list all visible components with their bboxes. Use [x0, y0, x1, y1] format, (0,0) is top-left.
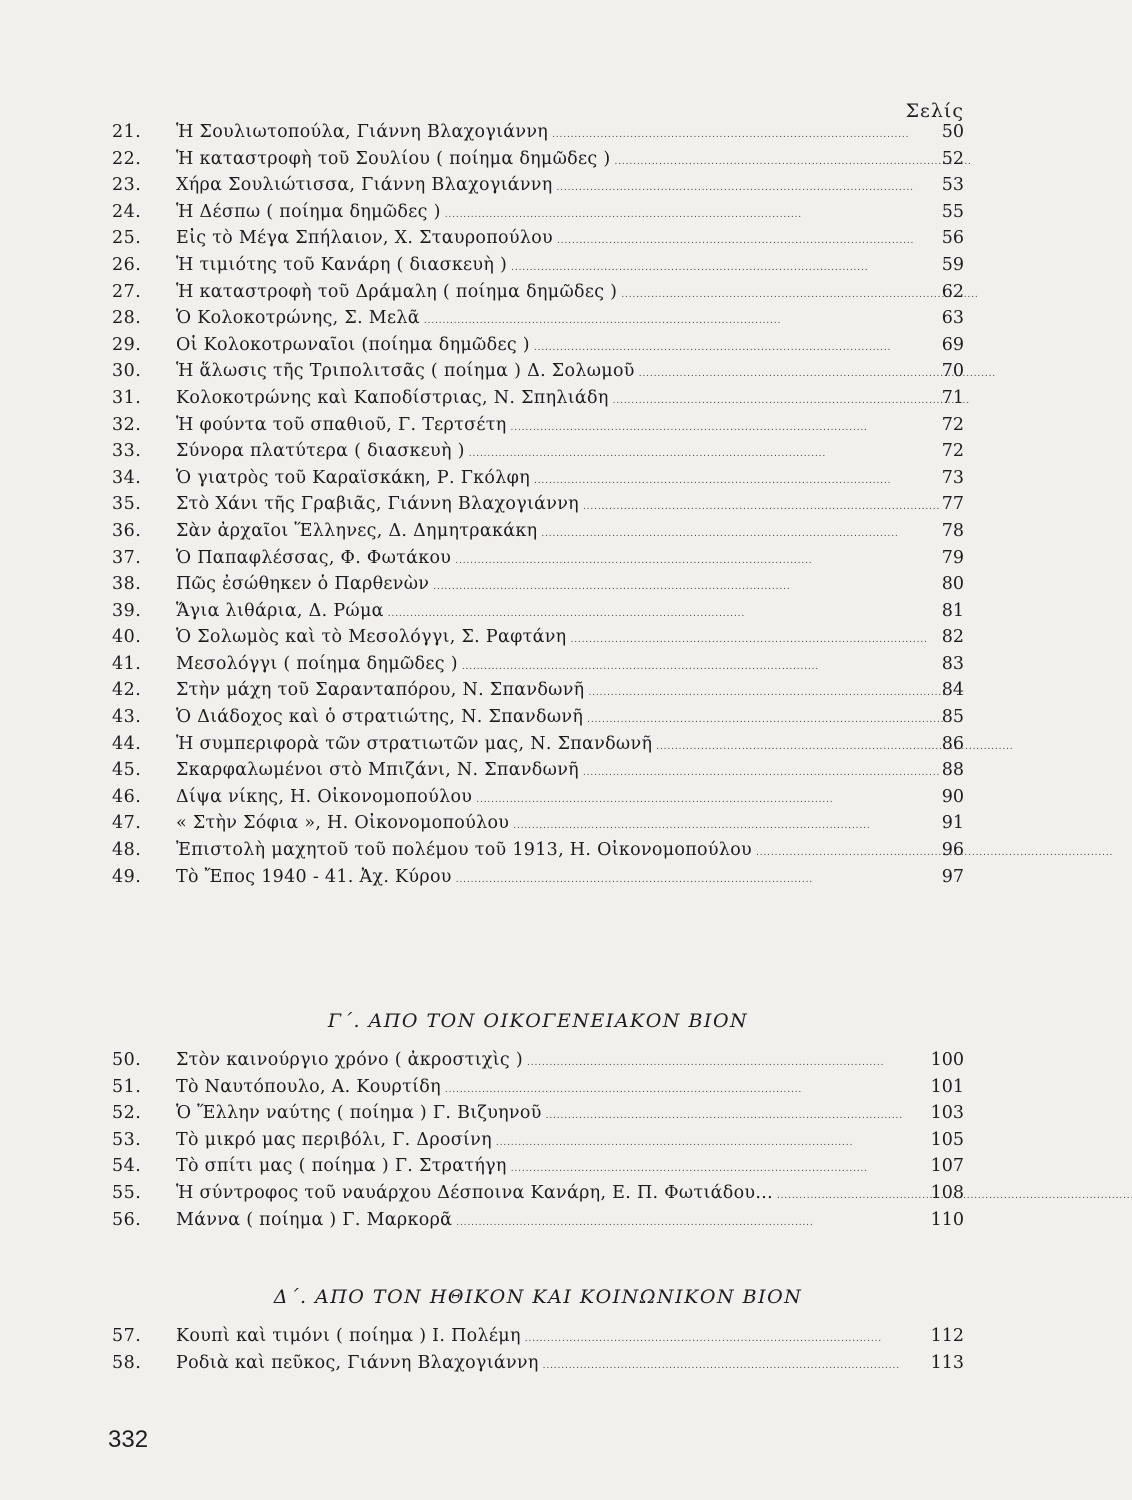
- toc-entry-number: 53.: [112, 1129, 142, 1150]
- toc-entry-number: 40.: [112, 627, 142, 648]
- toc-entry-title: Ὁ γιατρὸς τοῦ Καραϊσκάκη, Ρ. Γκόλφη: [176, 467, 530, 488]
- toc-entry-title: Στὴν μάχη τοῦ Σαρανταπόρου, Ν. Σπανδωνῆ: [176, 680, 585, 701]
- toc-entry-page: 91: [941, 813, 964, 834]
- toc-entry-title: Οἱ Κολοκοτρωναῖοι (ποίημα δημῶδες ): [176, 334, 530, 355]
- toc-entry-number: 56.: [112, 1209, 142, 1230]
- dot-leader: [445, 1077, 912, 1097]
- toc-entry: [112, 255, 964, 282]
- toc-entry: [112, 734, 964, 761]
- dot-leader: [511, 415, 913, 435]
- dot-leader: [552, 122, 912, 142]
- toc-entry-title: Ροδιὰ καὶ πεῦκος, Γιάννη Βλαχογιάννη: [176, 1352, 539, 1373]
- dot-leader: [546, 1103, 912, 1123]
- toc-entry-title: Ἅγια λιθάρια, Δ. Ρώμα: [176, 600, 384, 621]
- toc-entry-number: 35.: [112, 494, 142, 515]
- toc-entry-title: Τὸ σπίτι μας ( ποίημα ) Γ. Στρατήγη: [176, 1156, 507, 1177]
- toc-entry: [112, 1326, 964, 1353]
- toc-entry-number: 31.: [112, 387, 142, 408]
- toc-entry-title: Τὸ Ἔπος 1940 - 41. Ἀχ. Κύρου: [176, 866, 452, 887]
- toc-entry-title: Ὁ Παπαφλέσσας, Φ. Φωτάκου: [176, 547, 452, 568]
- toc-entry: [112, 441, 964, 468]
- toc-entry-page: 103: [930, 1103, 964, 1124]
- toc-entry: [112, 787, 964, 814]
- toc-entry: [112, 840, 964, 867]
- dot-leader: [511, 1156, 912, 1176]
- dot-leader: [388, 601, 912, 621]
- dot-leader: [456, 1210, 912, 1230]
- dot-leader: [583, 760, 912, 780]
- toc-entry-page: 52: [941, 148, 964, 169]
- toc-entry-page: 70: [941, 361, 964, 382]
- toc-entry-title: Σκαρφαλωμένοι στὸ Μπιζάνι, Ν. Σπανδωνῆ: [176, 760, 579, 781]
- toc-entry-number: 36.: [112, 520, 142, 541]
- toc-entry-number: 30.: [112, 361, 142, 382]
- dot-leader: [527, 1050, 912, 1070]
- toc-entry-title: « Στὴν Σόφια », Η. Οἰκονομοπούλου: [176, 813, 510, 834]
- toc-list-group-2: [112, 1050, 964, 1236]
- toc-entry-page: 85: [941, 707, 964, 728]
- toc-entry: [112, 1156, 964, 1183]
- toc-entry-title: Ὁ Κολοκοτρώνης, Σ. Μελᾶ: [176, 308, 420, 329]
- toc-entry-page: 107: [930, 1156, 964, 1177]
- toc-entry-title: Σὰν ἀρχαῖοι Ἕλληνες, Δ. Δημητρακάκη: [176, 520, 538, 541]
- dot-leader: [541, 521, 912, 541]
- toc-entry: [112, 627, 964, 654]
- toc-entry-number: 21.: [112, 122, 142, 142]
- toc-entry-page: 100: [930, 1050, 964, 1070]
- section-heading-moral-social-life: Δ΄. ΑΠΟ ΤΟΝ ΗΘΙΚΟΝ ΚΑΙ ΚΟΙΝΩΝΙΚΟΝ ΒΙΟΝ: [273, 1286, 803, 1308]
- toc-entry-title: Ἡ καταστροφὴ τοῦ Σουλίου ( ποίημα δημῶδες ): [176, 148, 611, 169]
- toc-entry: [112, 361, 964, 388]
- toc-entry-page: 82: [941, 627, 964, 648]
- toc-entry: [112, 1077, 964, 1104]
- dot-leader: [587, 707, 912, 727]
- toc-entry-number: 55.: [112, 1182, 142, 1203]
- dot-leader: [777, 1183, 912, 1203]
- toc-entry-number: 25.: [112, 228, 142, 249]
- dot-leader: [456, 867, 912, 887]
- toc-entry-title: Δίψα νίκης, Η. Οἰκονομοπούλου: [176, 786, 473, 807]
- page-column-header: Σελίς: [905, 100, 964, 122]
- toc-entry: [112, 122, 964, 149]
- toc-entry-page: 101: [930, 1076, 964, 1097]
- toc-entry-page: 71: [941, 387, 964, 408]
- toc-entry: [112, 149, 964, 176]
- toc-entry-number: 50.: [112, 1050, 142, 1070]
- toc-entry-page: 50: [941, 122, 964, 142]
- toc-entry-page: 83: [941, 653, 964, 674]
- toc-entry-number: 44.: [112, 733, 142, 754]
- toc-entry-number: 54.: [112, 1156, 142, 1177]
- toc-entry-page: 53: [941, 175, 964, 196]
- toc-entry-number: 37.: [112, 547, 142, 568]
- toc-entry-title: Μάννα ( ποίημα ) Γ. Μαρκορᾶ: [176, 1209, 453, 1230]
- toc-entry-page: 69: [941, 334, 964, 355]
- toc-entry: [112, 760, 964, 787]
- toc-entry-title: Πῶς ἐσώθηκεν ὁ Παρθενὼν: [176, 574, 430, 595]
- toc-entry-page: 86: [941, 733, 964, 754]
- toc-entry: [112, 654, 964, 681]
- toc-entry: [112, 574, 964, 601]
- toc-entry: [112, 813, 964, 840]
- toc-entry-page: 72: [941, 414, 964, 435]
- toc-list-group-1: [112, 122, 964, 893]
- toc-entry-title: Κολοκοτρώνης καὶ Καποδίστριας, Ν. Σπηλιάδη: [176, 387, 609, 408]
- dot-leader: [525, 1326, 912, 1346]
- toc-entry-page: 108: [930, 1182, 964, 1203]
- dot-leader: [455, 548, 912, 568]
- dot-leader: [496, 1130, 912, 1150]
- dot-leader: [621, 282, 912, 302]
- dot-leader: [588, 680, 912, 700]
- toc-entry: [112, 1353, 964, 1380]
- dot-leader: [613, 388, 912, 408]
- toc-entry-title: Ἡ Δέσπω ( ποίημα δημῶδες ): [176, 201, 441, 222]
- toc-entry-title: Ἡ σύντροφος τοῦ ναυάρχου Δέσποινα Κανάρη, Ε. Π. Φωτιάδου...: [176, 1182, 773, 1203]
- toc-entry-page: 79: [941, 547, 964, 568]
- toc-entry-title: Στὸν καινούργιο χρόνο ( ἀκροστιχὶς ): [176, 1050, 524, 1070]
- dot-leader: [639, 361, 912, 381]
- toc-entry: [112, 1130, 964, 1157]
- toc-entry: [112, 202, 964, 229]
- toc-entry-title: Ἡ καταστροφὴ τοῦ Δράμαλη ( ποίημα δημῶδες ): [176, 281, 618, 302]
- page-number: 332: [108, 1426, 149, 1453]
- toc-entry-title: Τὸ Ναυτόπουλο, Α. Κουρτίδη: [176, 1076, 441, 1097]
- toc-entry-page: 56: [941, 228, 964, 249]
- toc-entry-page: 78: [941, 520, 964, 541]
- toc-entry: [112, 707, 964, 734]
- dot-leader: [424, 308, 912, 328]
- dot-leader: [543, 1353, 912, 1373]
- toc-entry-title: Ὁ Ἕλλην ναύτης ( ποίημα ) Γ. Βιζυηνοῦ: [176, 1103, 542, 1124]
- toc-entry-page: 80: [941, 574, 964, 595]
- toc-entry: [112, 415, 964, 442]
- toc-entry-page: 105: [930, 1129, 964, 1150]
- toc-entry-number: 43.: [112, 707, 142, 728]
- toc-entry: [112, 1103, 964, 1130]
- dot-leader: [534, 468, 912, 488]
- toc-entry-number: 51.: [112, 1076, 142, 1097]
- toc-entry-number: 24.: [112, 201, 142, 222]
- toc-entry-number: 29.: [112, 334, 142, 355]
- toc-entry-number: 32.: [112, 414, 142, 435]
- toc-entry-page: 110: [930, 1209, 964, 1230]
- dot-leader: [570, 627, 912, 647]
- toc-entry: [112, 282, 964, 309]
- toc-entry-page: 55: [941, 201, 964, 222]
- toc-entry: [112, 335, 964, 362]
- toc-entry-page: 59: [941, 254, 964, 275]
- dot-leader: [656, 734, 912, 754]
- toc-entry: [112, 468, 964, 495]
- toc-list-group-3: [112, 1326, 964, 1379]
- toc-entry-page: 73: [941, 467, 964, 488]
- toc-entry-number: 47.: [112, 813, 142, 834]
- toc-entry: [112, 228, 964, 255]
- toc-entry-number: 27.: [112, 281, 142, 302]
- toc-entry-number: 22.: [112, 148, 142, 169]
- dot-leader: [476, 787, 912, 807]
- toc-entry-number: 34.: [112, 467, 142, 488]
- toc-entry-title: Ἡ ἅλωσις τῆς Τριπολιτσᾶς ( ποίημα ) Δ. Σολωμοῦ: [176, 361, 635, 382]
- toc-entry-title: Χήρα Σουλιώτισσα, Γιάννη Βλαχογιάννη: [176, 175, 553, 196]
- toc-entry-title: Ἡ φούντα τοῦ σπαθιοῦ, Γ. Τερτσέτη: [176, 414, 507, 435]
- toc-entry-page: 90: [941, 786, 964, 807]
- toc-entry-number: 52.: [112, 1103, 142, 1124]
- toc-entry-page: 81: [941, 600, 964, 621]
- toc-entry-number: 23.: [112, 175, 142, 196]
- dot-leader: [469, 441, 912, 461]
- toc-entry-title: Τὸ μικρό μας περιβόλι, Γ. Δροσίνη: [176, 1129, 492, 1150]
- dot-leader: [445, 202, 912, 222]
- toc-entry: [112, 494, 964, 521]
- toc-entry-page: 113: [930, 1352, 964, 1373]
- toc-entry-number: 49.: [112, 866, 142, 887]
- dot-leader: [433, 574, 912, 594]
- toc-entry-title: Στὸ Χάνι τῆς Γραβιᾶς, Γιάννη Βλαχογιάννη: [176, 494, 579, 515]
- toc-entry-page: 84: [941, 680, 964, 701]
- toc-entry: [112, 308, 964, 335]
- toc-entry: [112, 1050, 964, 1077]
- toc-entry: [112, 1210, 964, 1237]
- toc-entry-page: 77: [941, 494, 964, 515]
- dot-leader: [534, 335, 912, 355]
- toc-entry-page: 88: [941, 760, 964, 781]
- toc-entry-number: 33.: [112, 441, 142, 462]
- toc-entry: [112, 388, 964, 415]
- toc-entry-number: 26.: [112, 254, 142, 275]
- toc-entry-number: 45.: [112, 760, 142, 781]
- toc-entry-title: Ἐπιστολὴ μαχητοῦ τοῦ πολέμου τοῦ 1913, Η. Οἰκονομοπούλου: [176, 840, 752, 861]
- toc-entry-number: 57.: [112, 1326, 142, 1346]
- section-heading-family-life: Γ΄. ΑΠΟ ΤΟΝ ΟΙΚΟΓΕΝΕΙΑΚΟΝ ΒΙΟΝ: [327, 1010, 749, 1032]
- toc-entry-number: 58.: [112, 1352, 142, 1373]
- toc-entry-number: 38.: [112, 574, 142, 595]
- dot-leader: [513, 813, 912, 833]
- toc-entry-number: 42.: [112, 680, 142, 701]
- toc-entry-number: 28.: [112, 308, 142, 329]
- toc-entry-title: Ἡ συμπεριφορὰ τῶν στρατιωτῶν μας, Ν. Σπανδωνῆ: [176, 733, 653, 754]
- toc-entry: [112, 521, 964, 548]
- toc-entry: [112, 867, 964, 894]
- toc-entry-page: 72: [941, 441, 964, 462]
- toc-entry: [112, 175, 964, 202]
- toc-entry-page: 112: [930, 1326, 964, 1346]
- toc-entry-title: Εἰς τὸ Μέγα Σπήλαιον, Χ. Σταυροπούλου: [176, 228, 553, 249]
- toc-entry-page: 62: [941, 281, 964, 302]
- dot-leader: [511, 255, 912, 275]
- dot-leader: [614, 149, 912, 169]
- toc-entry-title: Μεσολόγγι ( ποίημα δημῶδες ): [176, 653, 458, 674]
- toc-entry-page: 96: [941, 840, 964, 861]
- toc-entry-number: 48.: [112, 840, 142, 861]
- toc-entry-title: Κουπὶ καὶ τιμόνι ( ποίημα ) Ι. Πολέμη: [176, 1326, 521, 1346]
- toc-entry-title: Ὁ Διάδοχος καὶ ὁ στρατιώτης, Ν. Σπανδωνῆ: [176, 707, 584, 728]
- toc-entry-title: Ὁ Σολωμὸς καὶ τὸ Μεσολόγγι, Σ. Ραφτάνη: [176, 627, 567, 648]
- toc-entry-title: Ἡ τιμιότης τοῦ Κανάρη ( διασκευὴ ): [176, 254, 508, 275]
- toc-entry: [112, 601, 964, 628]
- dot-leader: [756, 840, 912, 860]
- dot-leader: [583, 494, 912, 514]
- toc-entry-number: 39.: [112, 600, 142, 621]
- dot-leader: [557, 175, 912, 195]
- toc-entry-page: 63: [941, 308, 964, 329]
- dot-leader: [462, 654, 912, 674]
- toc-entry: [112, 548, 964, 575]
- toc-entry-number: 46.: [112, 786, 142, 807]
- toc-entry-title: Ἡ Σουλιωτοπούλα, Γιάννη Βλαχογιάννη: [176, 122, 549, 142]
- toc-entry-number: 41.: [112, 653, 142, 674]
- toc-entry: [112, 1183, 964, 1210]
- dot-leader: [557, 228, 912, 248]
- toc-entry-page: 97: [941, 866, 964, 887]
- toc-entry-title: Σύνορα πλατύτερα ( διασκευὴ ): [176, 441, 465, 462]
- toc-entry: [112, 680, 964, 707]
